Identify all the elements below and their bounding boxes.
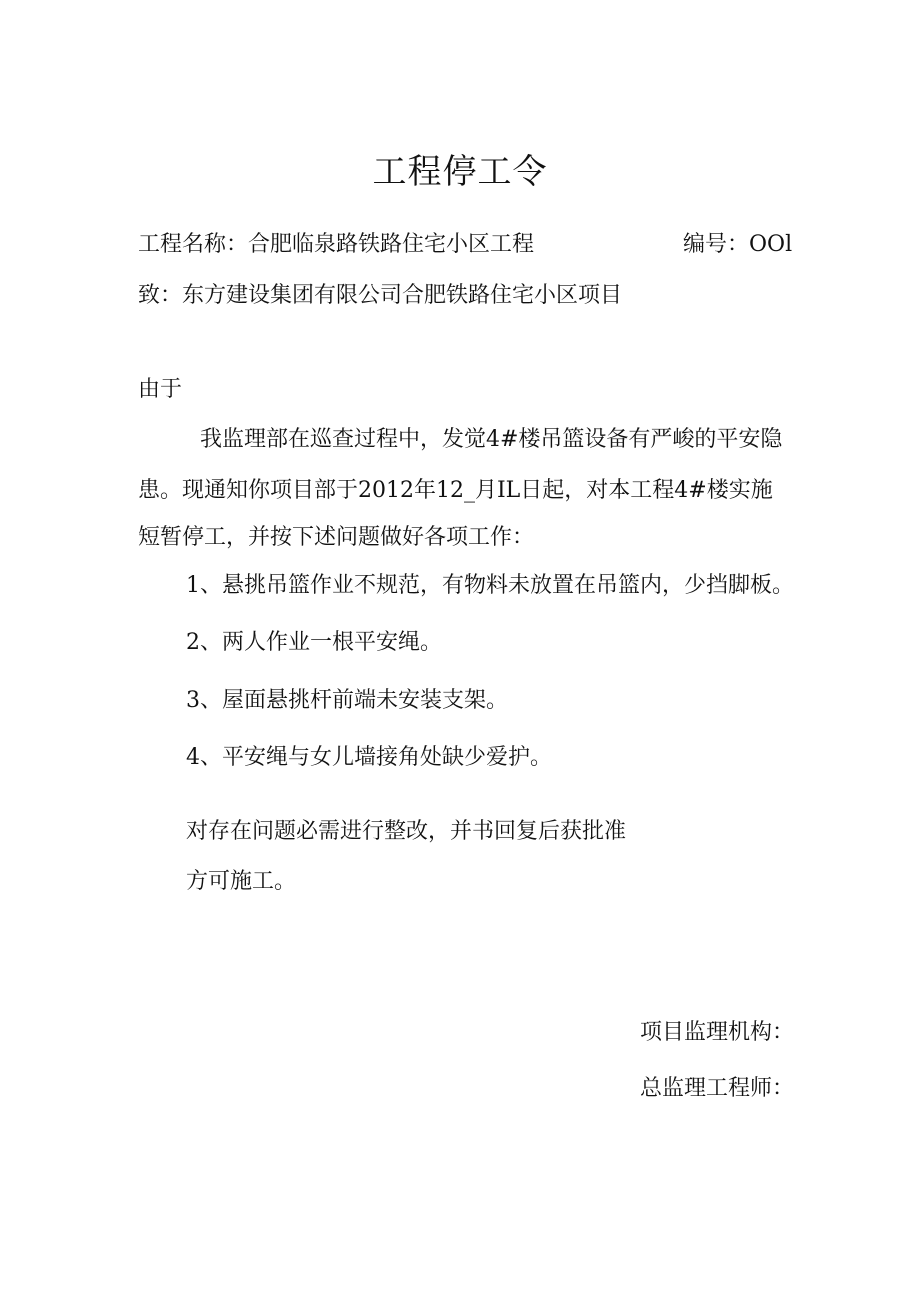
document-title: 工程停工令 — [372, 152, 548, 192]
supervision-organization-label: 项目监理机构： — [640, 1020, 795, 1045]
document-number — [683, 230, 792, 260]
issue-item: 4、平安绳与女儿墙接角处缺少爱护。 — [186, 745, 552, 770]
issue-item: 2、两人作业一根平安绳。 — [186, 630, 442, 655]
issue-item: 3、屋面悬挑杆前端未安装支架。 — [186, 688, 508, 713]
project-name-value: 合肥临泉路铁路住宅小区工程 — [248, 232, 535, 257]
closing-line: 方可施工。 — [186, 869, 297, 894]
project-name-label: 工程名称： — [138, 232, 249, 257]
chief-engineer-label: 总监理工程师： — [640, 1076, 795, 1101]
body-line: 短暂停工，并按下述问题做好各项工作： — [138, 525, 535, 550]
body-line: 我监理部在巡查过程中，发觉4#楼吊篮设备有严峻的平安隐 — [200, 427, 783, 452]
number-label: 编号： — [683, 232, 750, 257]
number-value: OOl — [749, 232, 793, 257]
recipient-label: 致： — [138, 283, 183, 308]
recipient-row — [138, 281, 622, 311]
recipient-value: 东方建设集团有限公司合肥铁路住宅小区项目 — [182, 283, 623, 308]
reason-intro: 由于 — [138, 377, 183, 402]
body-line: 患。现通知你项目部于2012年12_月IL日起，对本工程4#楼实施 — [138, 478, 773, 503]
project-name-row — [138, 230, 534, 260]
closing-line: 对存在问题必需进行整改，并书回复后获批准 — [186, 819, 627, 844]
issue-item: 1、悬挑吊篮作业不规范，有物料未放置在吊篮内，少挡脚板。 — [186, 573, 794, 598]
